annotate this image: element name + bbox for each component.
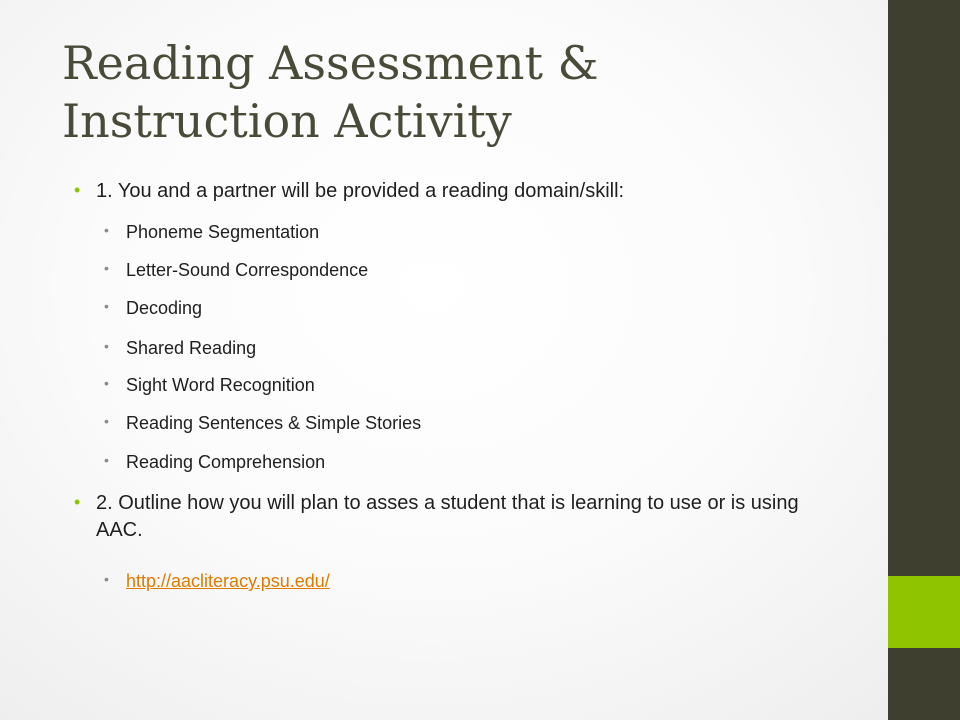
skill-item-decoding: Decoding xyxy=(126,298,203,318)
slide-title xyxy=(62,34,862,150)
skill-item-sight-word: Sight Word Recognition xyxy=(126,375,315,395)
aac-literacy-link[interactable]: http://aacliteracy.psu.edu/ xyxy=(126,571,330,591)
skill-item-letter-sound: Letter-Sound Correspondence xyxy=(126,260,369,280)
sub-bullet-dot-icon: • xyxy=(104,260,109,276)
bullet-dot-icon: • xyxy=(74,180,81,200)
bullet-item-2: 2. Outline how you will plan to asses a student that is learning to use or is using AAC. xyxy=(96,492,799,541)
sub-bullet-dot-icon: • xyxy=(104,571,109,587)
sub-bullet-dot-icon: • xyxy=(104,413,109,429)
side-accent-square xyxy=(888,576,960,648)
skill-item-comprehension: Reading Comprehension xyxy=(126,452,326,472)
skill-item-phoneme-segmentation: Phoneme Segmentation xyxy=(126,222,320,242)
bullet-item-1: 1. You and a partner will be provided a reading domain/skill: xyxy=(96,180,625,202)
sub-bullet-dot-icon: • xyxy=(104,375,109,391)
slide-title-line-1: Reading Assessment & xyxy=(62,36,599,90)
sub-bullet-dot-icon: • xyxy=(104,298,109,314)
bullet-dot-icon: • xyxy=(74,492,81,512)
sub-bullet-dot-icon: • xyxy=(104,452,109,468)
sub-bullet-dot-icon: • xyxy=(104,222,109,238)
skill-item-sentences-stories: Reading Sentences & Simple Stories xyxy=(126,413,422,433)
slide-title-line-2: Instruction Activity xyxy=(62,94,512,148)
sub-bullet-dot-icon: • xyxy=(104,338,109,354)
skill-item-shared-reading: Shared Reading xyxy=(126,338,257,358)
